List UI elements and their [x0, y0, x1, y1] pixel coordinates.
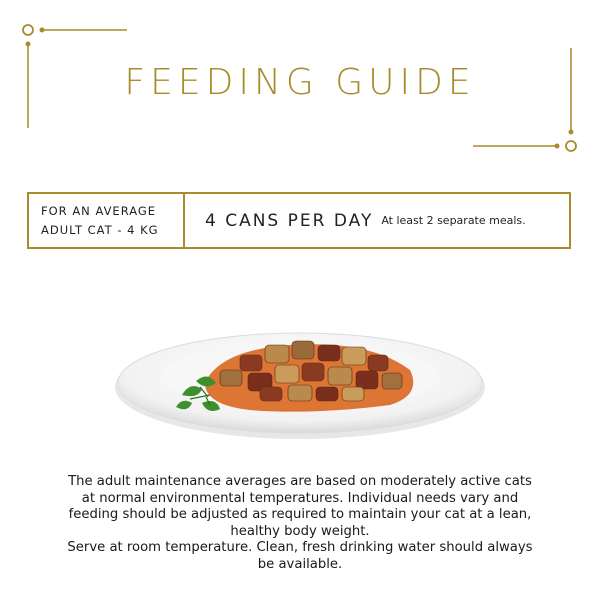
audience-line-2: ADULT CAT - 4 KG [41, 222, 159, 237]
feeding-description [60, 474, 540, 573]
daily-amount: 4 CANS PER DAY [205, 210, 374, 231]
description-paragraph-2: Serve at room temperature. Clean, fresh drinking water should always be available. [67, 540, 533, 572]
description-paragraph-1: The adult maintenance averages are based on moderately active cats at normal environmental temperatures. Individual needs vary and feeding should be adjusted as required to maintain your cat at a lean, healthy body weight. [68, 474, 532, 539]
meal-note: At least 2 separate meals. [381, 214, 526, 227]
audience-line-1: FOR AN AVERAGE [41, 203, 157, 218]
cat-profile-cell [29, 194, 185, 247]
food-plate-icon [110, 315, 490, 445]
feeding-guide-box [27, 192, 571, 249]
amount-cell [185, 194, 569, 247]
page-title: FEEDING GUIDE [124, 62, 476, 103]
